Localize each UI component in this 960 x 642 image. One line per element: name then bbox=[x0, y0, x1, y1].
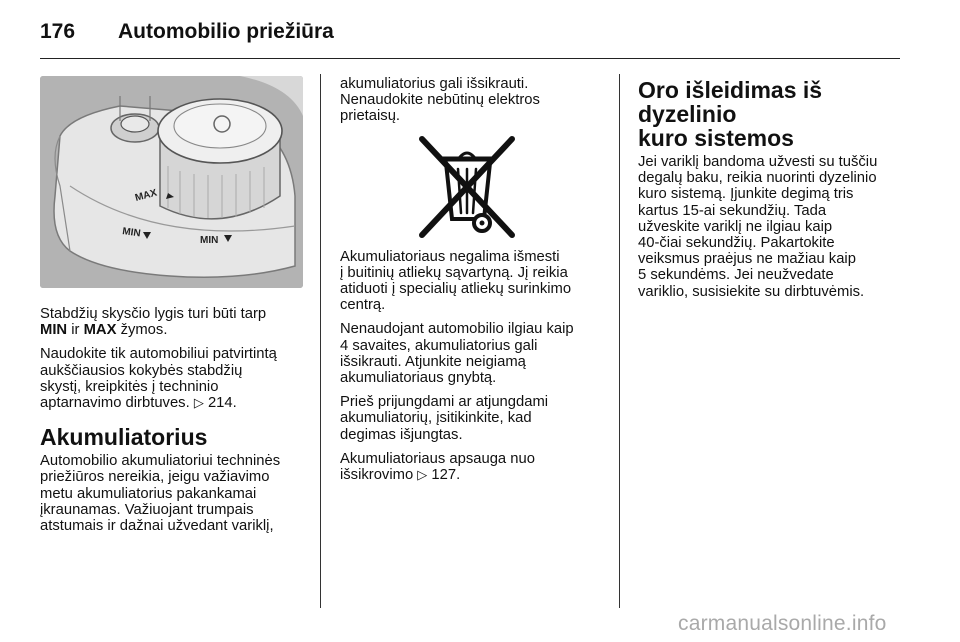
max-bold: MAX bbox=[83, 322, 117, 339]
header-rule bbox=[40, 58, 900, 59]
page-reference[interactable]: 127. bbox=[431, 467, 461, 484]
brake-fluid-level-text bbox=[40, 306, 308, 338]
text-span: žymos. bbox=[116, 322, 168, 339]
text-span: ir bbox=[67, 322, 84, 339]
text-span: Naudokite tik automobiliui patvirtintą aukščiausios kokybės stabdžių skystį, kreipkitės į techninio aptarnavimo dirbtuves. bbox=[40, 346, 277, 412]
page-number: 176 bbox=[40, 20, 76, 43]
section-heading-battery: Akumuliatorius bbox=[40, 424, 208, 451]
max-mark-label: MAX bbox=[133, 187, 159, 204]
page-header bbox=[40, 8, 920, 58]
section-heading-diesel-bleeding: Oro išleidimas iš dyzelinio kuro sistemos bbox=[638, 77, 823, 151]
min-mark-label-right: MIN bbox=[200, 235, 219, 246]
column-2 bbox=[340, 76, 608, 491]
text-span: Akumuliatoriaus apsauga nuo išsikrovimo bbox=[340, 450, 535, 484]
page-reference-icon: ▷ bbox=[417, 467, 428, 483]
page-title: Automobilio priežiūra bbox=[118, 20, 334, 43]
diesel-bleeding-text: Jei variklį bandoma užvesti su tuščiu degalų baku, reikia nuorinti dyzelinio kuro sistemą. Įjunkite degimą tris kartus 15-ai sekundžių. Tada užveskite variklį ne ilgiau kaip 40-čiai sekundžių. Pakartokite veiksmus praėjus ne mažiau kaip 5 sekundėms. Jei neužvedate variklio, susisiekite su dirbtuvėmis. bbox=[638, 154, 878, 300]
column-1 bbox=[40, 76, 308, 542]
min-mark-label-left: MIN bbox=[121, 226, 142, 240]
battery-connect-text: Prieš prijungdami ar atjungdami akumuliatorių, įsitikinkite, kad degimas išjungtas. bbox=[340, 394, 549, 443]
battery-continued-text: akumuliatorius gali išsikrauti. Nenaudokite nebūtinų elektros prietaisų. bbox=[340, 76, 540, 125]
text-span: Stabdžių skysčio lygis turi būti tarp bbox=[40, 306, 267, 322]
column-divider-1 bbox=[320, 74, 321, 608]
page-reference[interactable]: 214. bbox=[207, 395, 237, 412]
battery-protection-text bbox=[340, 451, 608, 483]
column-divider-2 bbox=[619, 74, 620, 608]
battery-disposal-text: Akumuliatoriaus negalima išmesti į buitinių atliekų sąvartyną. Jį reikia atiduoti į specialių atliekų surinkimo centrą. bbox=[340, 248, 572, 314]
column-3 bbox=[638, 76, 906, 308]
brake-fluid-reservoir-illustration bbox=[40, 76, 303, 288]
watermark: carmanualsonline.info bbox=[678, 612, 887, 635]
min-bold: MIN bbox=[40, 322, 68, 339]
page-reference-icon: ▷ bbox=[193, 395, 204, 411]
brake-fluid-quality-text bbox=[40, 346, 308, 411]
battery-intro-text: Automobilio akumuliatoriui techninės priežiūros nereikia, jeigu važiavimo metu akumuliatorius pakankamai įkraunamas. Važiuojant trumpais atstumais ir dažnai užvedant variklį, bbox=[40, 453, 281, 535]
crossed-out-wheelie-bin-icon bbox=[416, 135, 518, 239]
battery-storage-text: Nenaudojant automobilio ilgiau kaip 4 savaites, akumuliatorius gali išsikrauti. Atjunkite neigiamą akumuliatoriaus gnybtą. bbox=[340, 321, 574, 387]
brake-fluid-reservoir-photo bbox=[40, 76, 303, 288]
